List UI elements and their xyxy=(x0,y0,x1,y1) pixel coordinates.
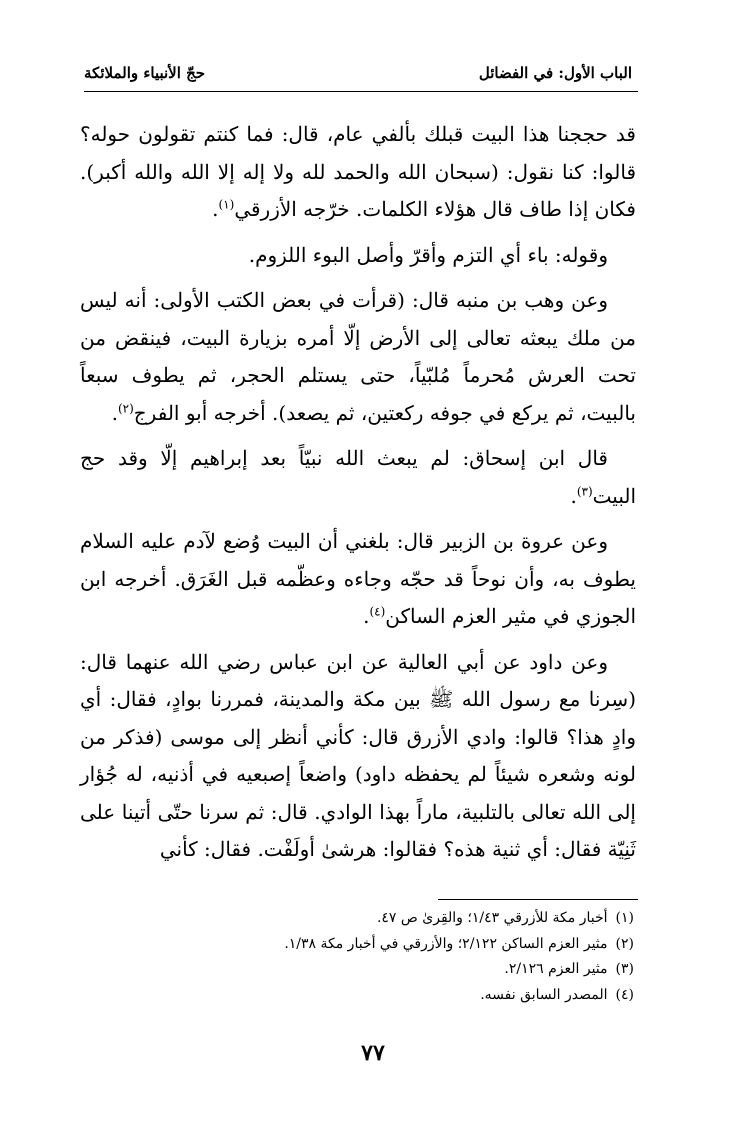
chapter-title: الباب الأول: في الفضائل xyxy=(478,64,632,82)
section-title: حجّ الأنبياء والملائكة xyxy=(84,64,206,82)
footnote-ref-4: (٤) xyxy=(369,604,386,619)
main-text xyxy=(80,116,636,877)
paragraph-6: وعن داود عن أبي العالية عن ابن عباس رضي الله عنهما قال: (سِرنا مع رسول الله ﷺ بين مكة والمدينة، فمررنا بوادٍ، فقال: أي وادٍ هذا؟ قالوا: وادي الأزرق قال: كأني أنظر إلى موسى (فذكر من لونه وشعره شيئاً لم يحفظه داود) واضعاً إصبعيه في أذنيه، له جُؤار إلى الله تعالى بالتلبية، ماراً بهذا الوادي. قال: ثم سرنا حتّى أتينا على ثَنِيّة فقال: أي ثنية هذه؟ فقالوا: هرشىٰ أولَفْت. فقال: كأني xyxy=(80,649,636,861)
footnote-2: (٢) مثير العزم الساكن ٢/١٢٢؛ والأزرقي في أخبار مكة ١/٣٨. xyxy=(284,935,634,952)
paragraph-1: قد حججنا هذا البيت قبلك بألفي عام، قال: فما كنتم تقولون حوله؟ قالوا: كنا نقول: (سبحان الله والحمد لله ولا إله إلا الله والله أكبر). فكان إذا طاف قال هؤلاء الكلمات. خرّجه الأزرقي$^{(١)}$. xyxy=(80,122,636,221)
footnote-3: (٣) مثير العزم ٢/١٢٦. xyxy=(504,961,634,977)
footnote-1: (١) أخبار مكة للأزرقي ١/٤٣؛ والقِرىٰ ص ٤٧. xyxy=(376,910,634,926)
running-header xyxy=(84,58,632,88)
footnotes xyxy=(80,906,634,1008)
footnote-divider xyxy=(438,899,638,900)
paragraph-3: وعن وهب بن منبه قال: (قرأت في بعض الكتب الأولى: أنه ليس من ملك يبعثه تعالى إلى الأرض إلّا أمره بزيارة البيت، فينقض من تحت العرش مُحرماً مُلبّياً، حتى يستلم الحجر، ثم يطوف سبعاً بالبيت، ثم يركع في جوفه ركعتين، ثم يصعد). أخرجه أبو الفرج$^{(٢)}$. xyxy=(80,288,636,425)
paragraph-2: وقوله: باء أي التزم وأقرّ وأصل البوء اللزوم. xyxy=(248,242,608,267)
footnote-ref-3: (٣) xyxy=(576,483,593,498)
header-divider xyxy=(84,91,638,92)
footnote-ref-1: (١) xyxy=(218,197,235,212)
page-number: ٧٧ xyxy=(361,1040,385,1066)
paragraph-5: وعن عروة بن الزبير قال: بلغني أن البيت وُضع لآدم عليه السلام يطوف به، وأن نوحاً قد حجّه وجاءه وعظّمه قبل الغَرَق. أخرجه ابن الجوزي في مثير العزم الساكن$^{(٤)}$. xyxy=(80,529,636,628)
footnote-ref-2: (٢) xyxy=(117,400,134,415)
paragraph-4: قال ابن إسحاق: لم يبعث الله نبيّاً بعد إبراهيم إلّا وقد حج البيت$^{(٣)}$. xyxy=(80,446,636,508)
footnote-4: (٤) المصدر السابق نفسه. xyxy=(480,986,634,1003)
